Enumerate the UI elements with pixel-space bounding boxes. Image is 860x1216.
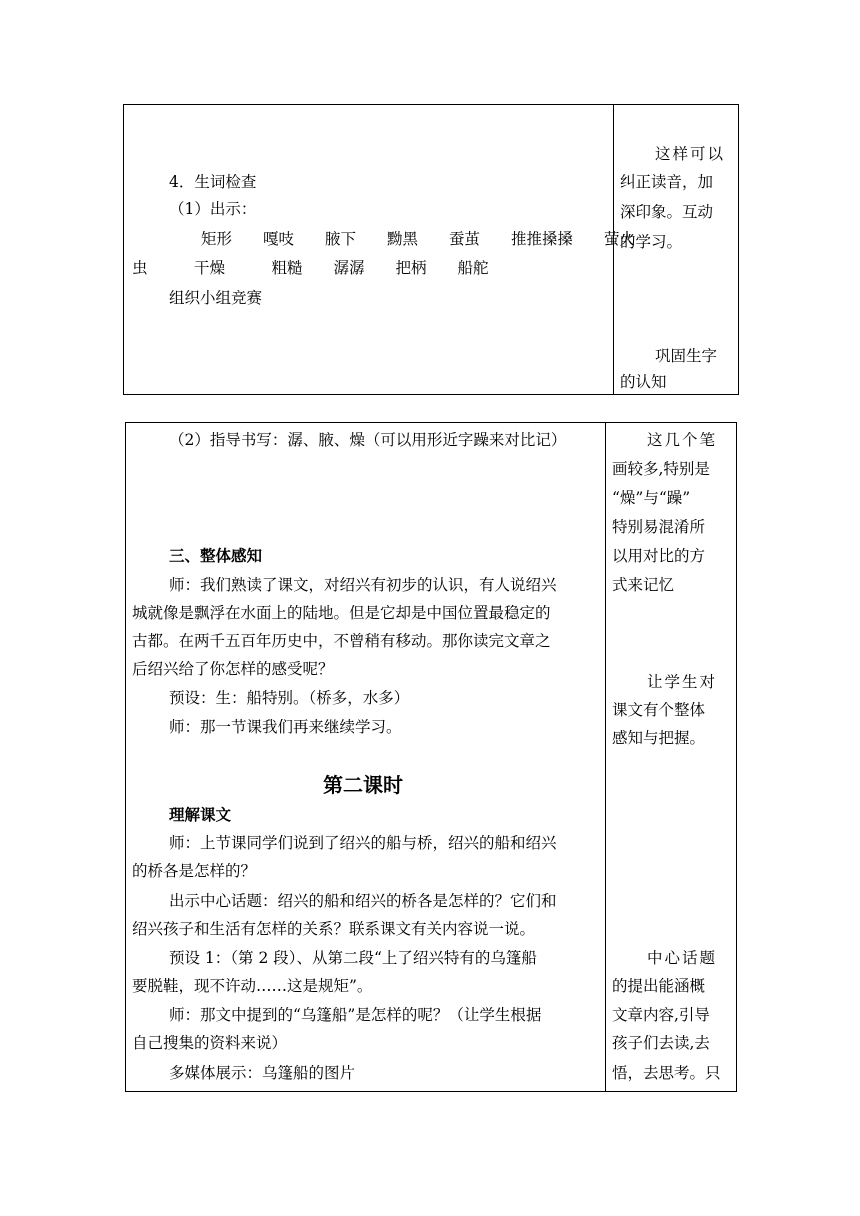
text-line: 预设：生：船特别。（桥多，水多） — [169, 689, 410, 707]
note-line: 深印象。互动 — [620, 203, 714, 221]
text-line: 自己搜集的资料来说） — [132, 1034, 288, 1052]
section-overall-perception: 三、整体感知 — [169, 546, 263, 565]
vocab-words-line-1: 矩形 嘎吱 腋下 黝黑 蚕茧 推推搡搡 萤火 — [201, 230, 636, 248]
text-line: 师：我们熟读了课文，对绍兴有初步的认识，有人说绍兴 — [169, 576, 557, 594]
writing-guide: （2）指导书写：潺、腋、燥（可以用形近字躁来对比记） — [169, 431, 567, 449]
note-line: 中心话题 — [647, 949, 718, 967]
note-line: 巩固生字 — [655, 347, 718, 365]
note-line: 以用对比的方 — [612, 547, 706, 565]
text-line: 出示中心话题：绍兴的船和绍兴的桥各是怎样的？它们和 — [169, 892, 557, 910]
note-line: 画较多,特别是 — [612, 460, 710, 478]
note-line: 让学生对 — [647, 673, 718, 691]
section-understand-text: 理解课文 — [169, 805, 232, 824]
text-line: 多媒体展示：乌篷船的图片 — [169, 1064, 356, 1082]
text-line: 城就像是飘浮在水面上的陆地。但是它却是中国位置最稳定的 — [132, 604, 551, 622]
text-line: 师：那文中提到的“乌篷船”是怎样的呢？（让学生根据 — [169, 1006, 542, 1024]
note-line: 课文有个整体 — [612, 701, 706, 719]
text-line: 要脱鞋，现不许动……这是规矩”。 — [132, 977, 373, 995]
note-line: 的提出能涵概 — [612, 977, 706, 995]
note-line: 孩子们去读,去 — [612, 1034, 710, 1052]
note-line: 感知与把握。 — [612, 729, 706, 747]
note-line: 这几个笔 — [647, 431, 718, 449]
note-line: 的学习。 — [620, 233, 683, 251]
note-line: “燥”与“躁” — [612, 489, 691, 507]
text-line: 师：那一节课我们再来继续学习。 — [169, 718, 402, 736]
note-line: 纠正读音，加 — [620, 173, 714, 191]
note-line: 文章内容,引导 — [612, 1006, 710, 1024]
note-line: 这样可以 — [655, 145, 726, 163]
note-line: 的认知 — [620, 373, 667, 391]
lesson-table-2 — [125, 422, 737, 1092]
vocab-check-title: 4．生词检查 — [169, 173, 257, 191]
note-line: 特别易混淆所 — [612, 518, 706, 536]
column-divider — [605, 423, 606, 1091]
text-line: 绍兴孩子和生活有怎样的关系？联系课文有关内容说一说。 — [132, 920, 536, 938]
text-line: 后绍兴给了你怎样的感受呢？ — [132, 660, 334, 678]
text-line: 师：上节课同学们说到了绍兴的船与桥，绍兴的船和绍兴 — [169, 834, 557, 852]
text-line: 古都。在两千五百年历史中，不曾稍有移动。那你读完文章之 — [132, 632, 551, 650]
text-line: 预设 1：（第 2 段）、从第二段“上了绍兴特有的乌篷船 — [169, 949, 537, 967]
lesson-two-heading: 第二课时 — [323, 773, 403, 797]
vocab-words-line-2: 虫 干燥 粗糙 潺潺 把柄 船舵 — [132, 259, 489, 277]
text-line: 的桥各是怎样的？ — [132, 862, 257, 880]
note-line: 悟，去思考。只 — [612, 1064, 721, 1082]
lesson-table-1 — [123, 104, 739, 395]
show-label: （1）出示： — [169, 200, 257, 218]
group-activity: 组织小组竞赛 — [169, 289, 263, 307]
note-line: 式来记忆 — [612, 576, 675, 594]
